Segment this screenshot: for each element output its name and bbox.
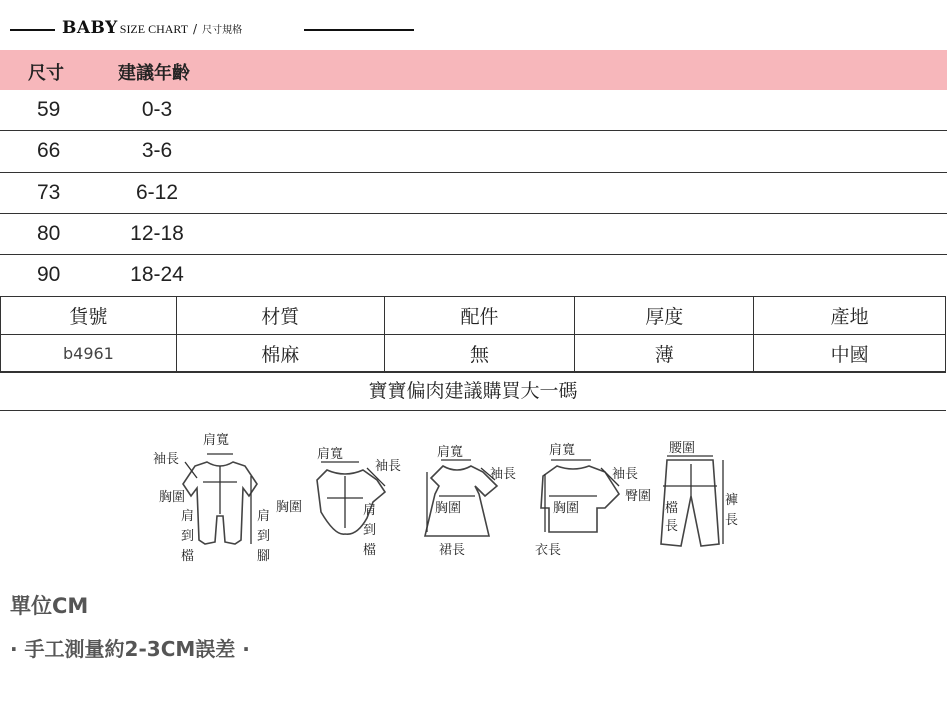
romper-chest-label: 胸圍 — [159, 490, 186, 505]
dress-shoulder-label: 肩寬 — [437, 445, 464, 460]
pants-length-label-2: 長 — [725, 513, 739, 528]
pants-length-label-1: 褲 — [725, 493, 739, 508]
age-cell: 12-18 — [130, 222, 184, 245]
header-age: 建議年齡 — [118, 63, 190, 84]
value-origin: 中國 — [754, 335, 946, 373]
header-accessories: 配件 — [384, 297, 575, 335]
bodysuit-crotch-label-2: 到 — [363, 523, 377, 538]
header-size: 尺寸 — [28, 63, 64, 84]
size-cell: 59 — [37, 98, 61, 121]
top-figure — [535, 443, 638, 558]
size-cell: 80 — [37, 222, 61, 245]
top-length-label: 衣長 — [535, 543, 562, 558]
size-cell: 90 — [37, 263, 61, 286]
top-shoulder-label: 肩寬 — [549, 443, 576, 458]
bodysuit-crotch-label-3: 檔 — [363, 543, 377, 558]
bodysuit-shoulder-label: 肩寬 — [317, 447, 344, 462]
top-chest-label: 胸圍 — [553, 501, 580, 516]
info-header-row — [1, 297, 946, 335]
bodysuit-figure — [276, 447, 401, 558]
table-row — [0, 173, 947, 215]
age-cell: 18-24 — [130, 263, 184, 286]
age-cell: 0-3 — [141, 98, 173, 121]
pants-hip-label: 臀圍 — [625, 489, 652, 504]
romper-sleeve-label: 袖長 — [153, 452, 180, 467]
dress-chest-label: 胸圍 — [435, 501, 462, 516]
pants-waist-label: 腰圍 — [669, 441, 696, 456]
romper-crotch-label-3: 檔 — [181, 549, 195, 564]
table-row — [0, 214, 947, 256]
romper-shoulder-label: 肩寬 — [203, 433, 230, 448]
pants-crotch-label-1: 檔 — [665, 501, 679, 516]
table-row — [0, 255, 947, 297]
value-accessories: 無 — [384, 335, 575, 373]
size-advice: 寶寶偏肉建議購買大一碼 — [0, 371, 946, 411]
title-size-chart: SIZE CHART — [119, 22, 189, 36]
age-cell: 3-6 — [141, 139, 173, 162]
measurement-diagram — [145, 432, 745, 572]
title-separator: / — [193, 22, 198, 36]
bodysuit-chest-label: 胸圍 — [276, 500, 303, 515]
tolerance-note: · 手工測量約2-3CM誤差 · — [10, 637, 250, 661]
title-size-chart-cn: 尺寸規格 — [202, 25, 243, 36]
pants-crotch-label-2: 長 — [665, 519, 679, 534]
romper-foot-label-1: 肩 — [257, 509, 271, 524]
pants-figure — [625, 441, 738, 546]
romper-crotch-label-2: 到 — [181, 529, 195, 544]
dress-figure — [425, 445, 516, 558]
chart-title — [62, 18, 242, 42]
age-cell: 6-12 — [135, 181, 179, 204]
bodysuit-sleeve-label: 袖長 — [375, 459, 402, 474]
header-line-left — [10, 29, 55, 31]
header-thickness: 厚度 — [575, 297, 754, 335]
romper-foot-label-3: 腳 — [257, 549, 271, 564]
title-baby: BABY — [62, 18, 118, 38]
header-item-no: 貨號 — [1, 297, 177, 335]
header-material: 材質 — [176, 297, 384, 335]
info-value-row — [1, 335, 946, 373]
value-material: 棉麻 — [176, 335, 384, 373]
unit-note: 單位CM — [10, 594, 89, 618]
romper-figure — [153, 433, 270, 564]
size-cell: 66 — [37, 139, 61, 162]
value-thickness: 薄 — [575, 335, 754, 373]
top-sleeve-label: 袖長 — [612, 467, 639, 482]
header-line-right — [304, 29, 414, 31]
bodysuit-crotch-label-1: 肩 — [363, 503, 377, 518]
table-row — [0, 90, 947, 132]
header-origin: 產地 — [754, 297, 946, 335]
product-info-table — [0, 296, 946, 373]
romper-crotch-label-1: 肩 — [181, 509, 195, 524]
romper-foot-label-2: 到 — [257, 529, 271, 544]
dress-sleeve-label: 袖長 — [490, 467, 517, 482]
table-row — [0, 131, 947, 173]
size-cell: 73 — [37, 181, 61, 204]
value-item-no: b4961 — [1, 335, 177, 373]
dress-skirt-label: 裙長 — [439, 543, 466, 558]
